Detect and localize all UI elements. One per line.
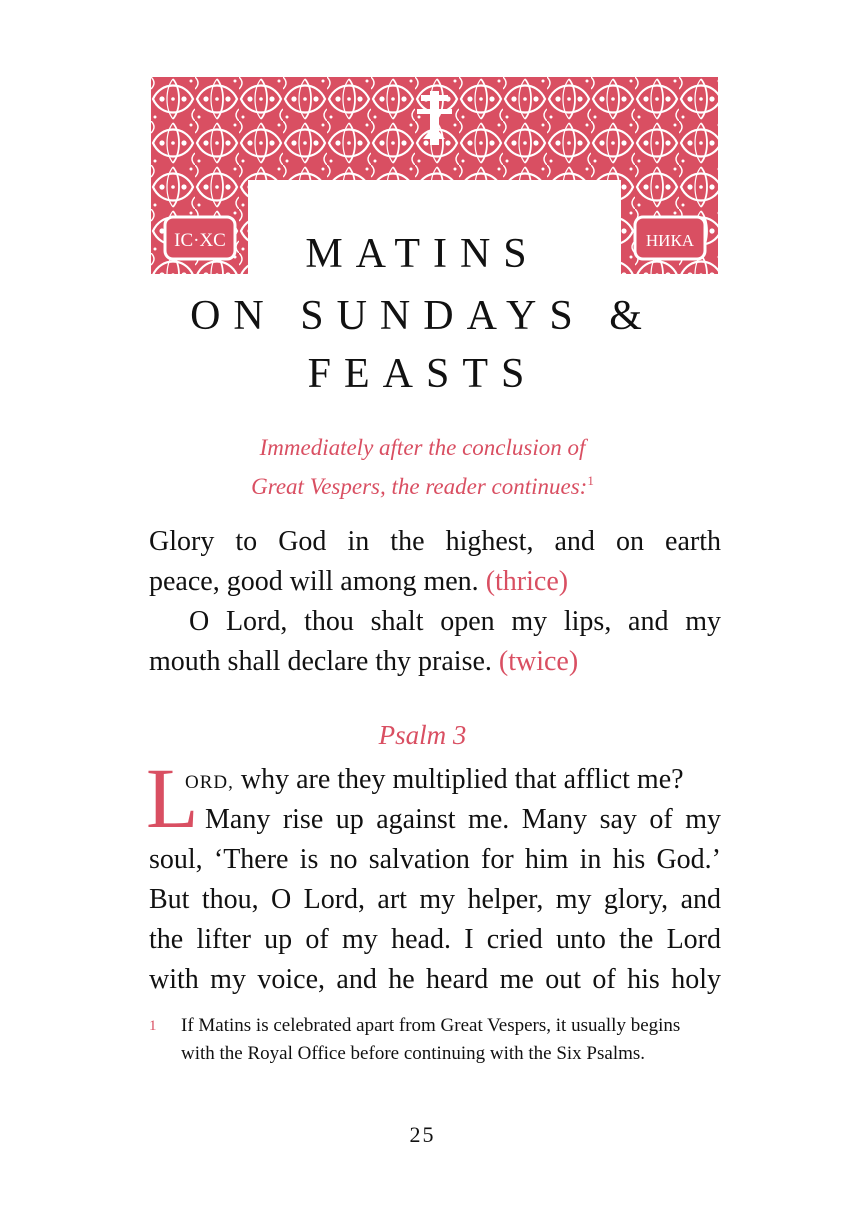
footnote-text: If Matins is celebrated apart from Great Vespers, it usually begins with the Royal Office before continuing with the Six Psalms. [181, 1015, 681, 1064]
verse-text: peace, good will among men. [149, 566, 479, 597]
medallion-right-text: НИКА [645, 231, 695, 250]
verse-line [149, 642, 721, 682]
drop-cap: L [146, 750, 199, 846]
psalm-text [149, 760, 721, 1000]
psalm-line: Many rise up against me. Many say of my [205, 804, 721, 835]
verse-line [149, 562, 721, 602]
page-title-line-1: MATINS [305, 231, 540, 277]
psalm-line: the lifter up of my head. I cried unto the Lord [149, 924, 721, 955]
repetition-marker: (thrice) [485, 566, 569, 597]
page-title-line-3: FEASTS [307, 351, 538, 397]
verse-text: mouth shall declare thy praise. [149, 646, 492, 677]
footnote-number: 1 [149, 1018, 157, 1034]
psalm-line: with my voice, and he heard me out of his holy [149, 964, 721, 995]
medallion-left-text: IC·XC [174, 230, 226, 251]
psalm-title: Psalm 3 [378, 720, 467, 750]
footnote-reference: 1 [587, 473, 594, 488]
page-number: 25 [409, 1122, 436, 1147]
rubric-line-1: Immediately after the conclusion of [259, 435, 586, 460]
lips-verse [149, 602, 721, 682]
repetition-marker: (twice) [498, 646, 579, 677]
verse-line: O Lord, thou shalt open my lips, and my [189, 606, 721, 637]
small-caps-word: ORD, [185, 772, 234, 793]
glory-verse [149, 522, 721, 602]
verse-line: Glory to God in the highest, and on earth [149, 526, 721, 557]
psalm-line: But thou, O Lord, art my helper, my glory, and [149, 884, 721, 915]
psalm-line [149, 760, 721, 800]
psalm-line: soul, ‘There is no salvation for him in his God.’ [149, 844, 721, 875]
rubric-line-2-text: Great Vespers, the reader continues: [251, 474, 588, 499]
rubric-line-2 [0, 473, 845, 500]
psalm-line-text: why are they multiplied that afflict me? [233, 764, 684, 795]
page-title-line-2: ON SUNDAYS & [190, 293, 655, 339]
